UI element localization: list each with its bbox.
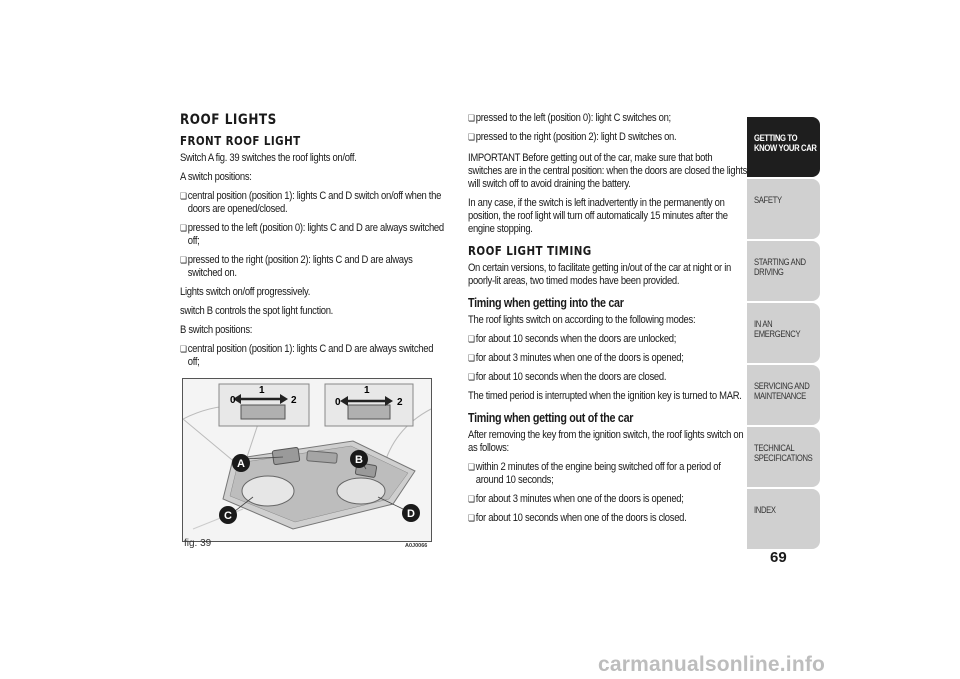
position-1-label: 1 xyxy=(259,385,265,396)
position-0-label: 0 xyxy=(335,397,341,408)
roof-light-illustration xyxy=(183,379,431,541)
paragraph: On certain versions, to facilitate getting in/out of the car at night or in poorly-lit areas, two timed modes have been provided. xyxy=(468,262,731,287)
tab-label: INDEX xyxy=(754,505,776,515)
watermark: carmanualsonline.info xyxy=(598,653,826,676)
paragraph: B switch positions: xyxy=(180,324,253,336)
tab-label: SAFETY xyxy=(754,195,782,205)
right-column xyxy=(468,112,748,531)
tab-label: SERVICING AND MAINTENANCE xyxy=(754,381,810,401)
list-item: ❏ pressed to the right (position 2): lights C and D are always switched on. xyxy=(180,254,446,280)
list-item: ❏ for about 10 seconds when the doors are closed. xyxy=(468,371,748,384)
list-item: ❏ pressed to the left (position 0): light C switches on; xyxy=(468,112,748,125)
list-item: ❏ for about 3 minutes when one of the doors is opened; xyxy=(468,493,748,506)
subheading: Timing when getting into the car xyxy=(468,296,624,310)
paragraph: The roof lights switch on according to the following modes: xyxy=(468,314,696,326)
tab-label: STARTING AND DRIVING xyxy=(754,257,806,277)
paragraph: In any case, if the switch is left inadvertently in the permanently on position, the roof light will turn off automatically 15 minutes after the engine stopping. xyxy=(468,197,728,235)
list-item: ❏ central position (position 1): lights C and D are always switched off; xyxy=(180,343,446,369)
tab-index[interactable] xyxy=(747,489,820,549)
list-item: ❏ central position (position 1): lights C and D switch on/off when the doors are opened/closed. xyxy=(180,190,446,216)
tab-technical-specifications[interactable] xyxy=(747,427,820,487)
figure-label-a: A xyxy=(237,458,245,470)
paragraph: IMPORTANT Before getting out of the car, make sure that both switches are in the central position: when the doors are closed the lights will switch off to avoid draining the battery. xyxy=(468,152,748,190)
roof-light-figure xyxy=(182,378,432,542)
figure-label-c: C xyxy=(224,510,232,522)
position-2-label: 2 xyxy=(397,397,403,408)
list-item: ❏ pressed to the right (position 2): light D switches on. xyxy=(468,131,748,144)
tab-in-an-emergency[interactable] xyxy=(747,303,820,363)
subsection-title: ROOF LIGHT TIMING xyxy=(468,244,592,258)
position-2-label: 2 xyxy=(291,395,297,406)
paragraph: The timed period is interrupted when the ignition key is turned to MAR. xyxy=(468,390,742,402)
position-1-label: 1 xyxy=(364,385,370,396)
paragraph: Lights switch on/off progressively. xyxy=(180,286,311,298)
figure-code: A0J0066 xyxy=(405,543,428,549)
tab-servicing-and-maintenance[interactable] xyxy=(747,365,820,425)
tab-label: TECHNICAL SPECIFICATIONS xyxy=(754,443,813,463)
paragraph: switch B controls the spot light function. xyxy=(180,305,333,317)
position-0-label: 0 xyxy=(230,395,236,406)
list-item: ❏ for about 10 seconds when one of the doors is closed. xyxy=(468,512,748,525)
paragraph: A switch positions: xyxy=(180,171,252,183)
list-item: ❏ for about 3 minutes when one of the doors is opened; xyxy=(468,352,748,365)
figure-label-d: D xyxy=(407,508,415,520)
subsection-title: FRONT ROOF LIGHT xyxy=(180,134,301,148)
tab-label: IN AN EMERGENCY xyxy=(754,319,801,339)
section-title: ROOF LIGHTS xyxy=(180,112,277,128)
figure-caption: fig. 39 xyxy=(184,538,212,549)
figure-label-b: B xyxy=(355,454,363,466)
paragraph: After removing the key from the ignition switch, the roof lights switch on as follows: xyxy=(468,429,744,454)
tab-getting-to-know-your-car[interactable] xyxy=(747,117,820,177)
list-item: ❏ within 2 minutes of the engine being switched off for a period of around 10 seconds; xyxy=(468,461,748,487)
paragraph: Switch A fig. 39 switches the roof lights on/off. xyxy=(180,152,357,164)
tab-starting-and-driving[interactable] xyxy=(747,241,820,301)
left-column xyxy=(180,112,446,375)
subheading: Timing when getting out of the car xyxy=(468,411,634,425)
list-item: ❏ pressed to the left (position 0): lights C and D are always switched off; xyxy=(180,222,446,248)
page-number: 69 xyxy=(770,549,787,566)
chapter-tabs xyxy=(747,117,820,551)
list-item: ❏ for about 10 seconds when the doors are unlocked; xyxy=(468,333,748,346)
tab-label: GETTING TO KNOW YOUR CAR xyxy=(754,133,817,153)
tab-safety[interactable] xyxy=(747,179,820,239)
